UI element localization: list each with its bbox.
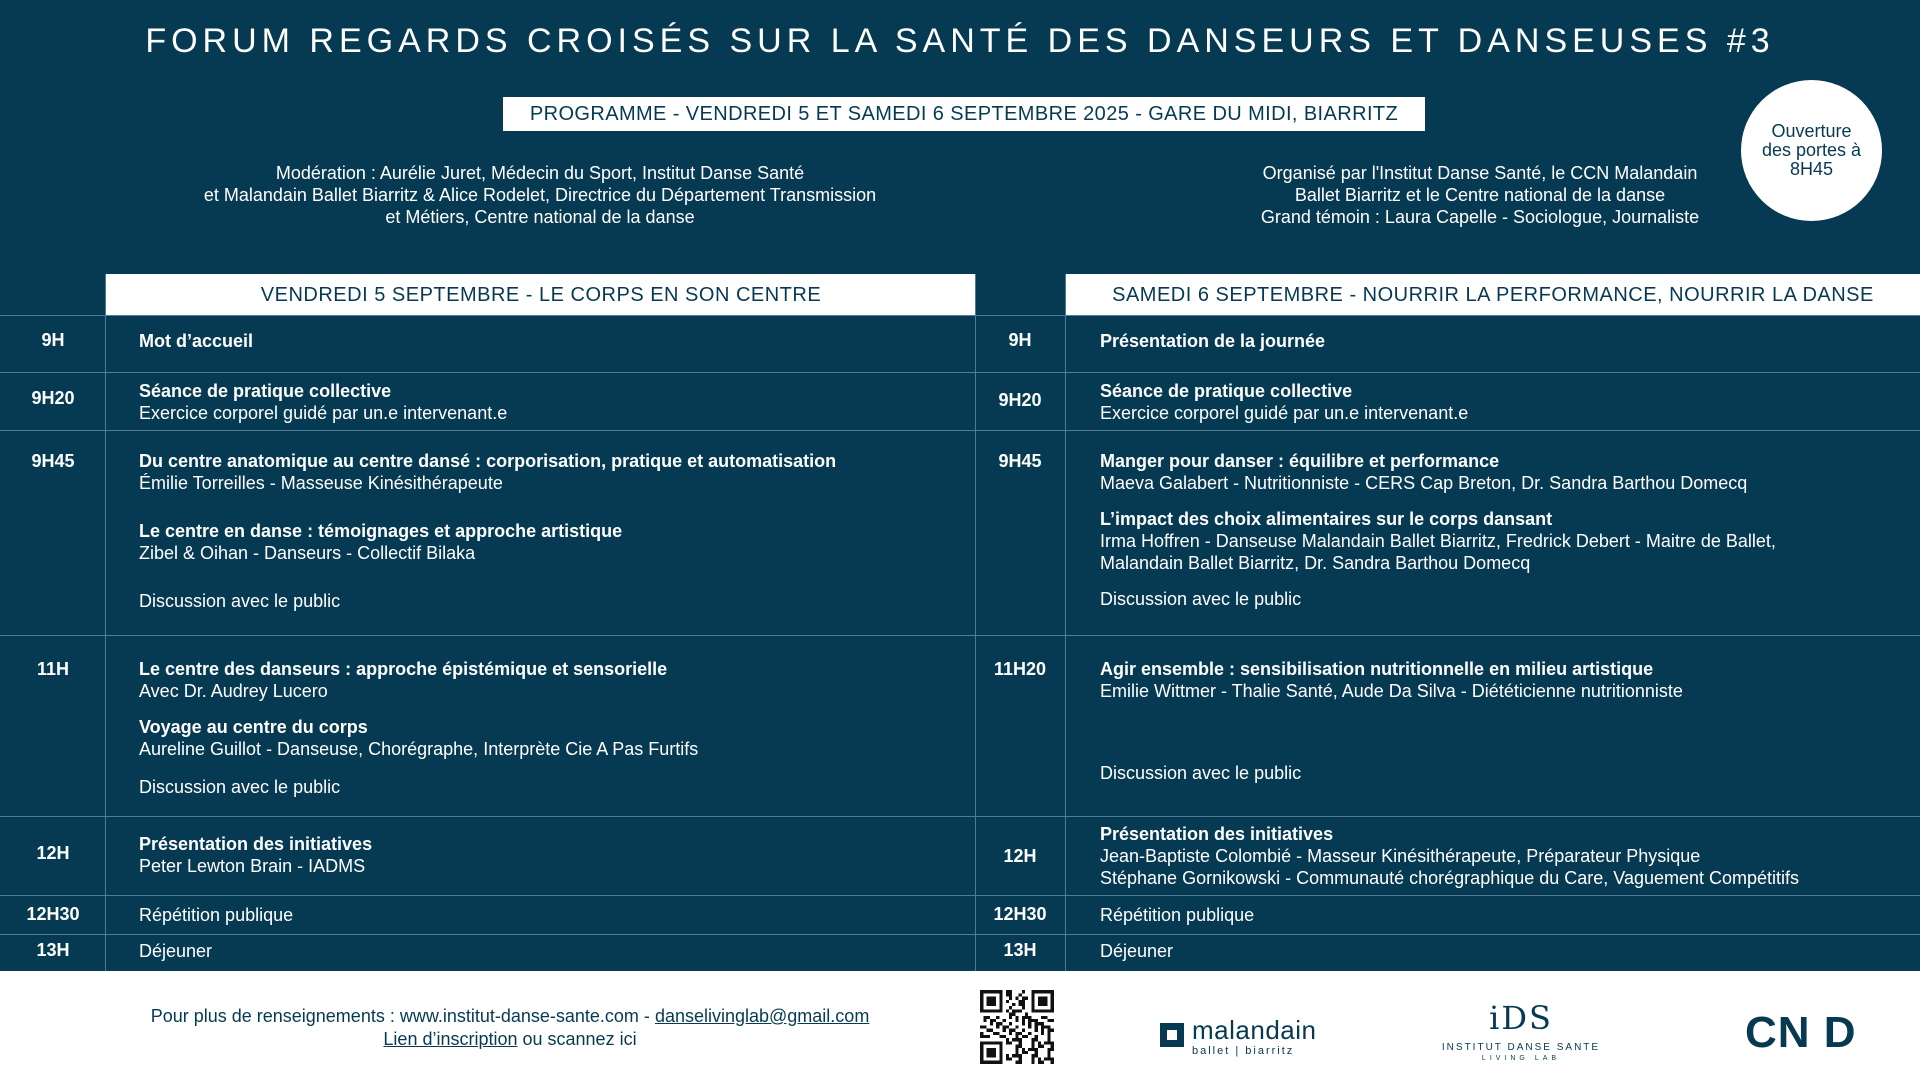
session-title: L’impact des choix alimentaires sur le corps dansant bbox=[1100, 509, 1553, 529]
discussion-note: Discussion avec le public bbox=[1100, 763, 1302, 783]
time-label: 12H30 bbox=[993, 904, 1047, 924]
session-title: Séance de pratique collective bbox=[139, 381, 392, 401]
time-label: 9H20 bbox=[31, 388, 75, 408]
time-label: 11H20 bbox=[993, 659, 1047, 679]
qr-code[interactable] bbox=[977, 987, 1057, 1067]
spacer bbox=[139, 760, 959, 776]
email-link[interactable]: danselivinglab@gmail.com bbox=[654, 1006, 870, 1026]
ids-subtitle: INSTITUT DANSE SANTE bbox=[1441, 1042, 1601, 1053]
registration-link[interactable]: Lien d’inscription bbox=[383, 1029, 518, 1049]
session-cell bbox=[139, 330, 959, 352]
spacer bbox=[1100, 494, 1910, 508]
session-cell bbox=[139, 658, 959, 798]
row-divider bbox=[0, 635, 1920, 636]
session-text: Déjeuner bbox=[1100, 941, 1174, 961]
time-label: 9H bbox=[41, 330, 65, 350]
session-cell bbox=[1100, 940, 1910, 962]
session-title: Agir ensemble : sensibilisation nutritionnelle en milieu artistique bbox=[1100, 659, 1654, 679]
session-title: Séance de pratique collective bbox=[1100, 381, 1353, 401]
cnd-logo: CN D bbox=[1745, 1008, 1857, 1057]
session-cell bbox=[1100, 904, 1910, 926]
time-label: 12H bbox=[1003, 846, 1037, 866]
page-title: FORUM REGARDS CROISÉS SUR LA SANTÉ DES DANSEURS ET DANSEUSES #3 bbox=[145, 22, 1775, 60]
column-divider bbox=[105, 274, 106, 971]
friday-heading: VENDREDI 5 SEPTEMBRE - LE CORPS EN SON CENTRE bbox=[106, 274, 976, 316]
time-label: 9H20 bbox=[998, 390, 1042, 410]
session-title: Le centre en danse : témoignages et approche artistique bbox=[139, 521, 623, 541]
session-title: Manger pour danser : équilibre et performance bbox=[1100, 451, 1500, 471]
row-divider bbox=[0, 934, 1920, 935]
row-divider bbox=[0, 372, 1920, 373]
time-label: 9H bbox=[1008, 330, 1032, 350]
session-cell bbox=[139, 450, 959, 612]
session-cell bbox=[1100, 330, 1910, 352]
row-divider bbox=[0, 430, 1920, 431]
session-speakers: Zibel & Oihan - Danseurs - Collectif Bilaka bbox=[139, 543, 476, 563]
time-label: 13H bbox=[1003, 940, 1037, 960]
session-speakers: Exercice corporel guidé par un.e intervenant.e bbox=[139, 403, 508, 423]
session-title: Présentation des initiatives bbox=[1100, 824, 1334, 844]
session-speakers: Stéphane Gornikowski - Communauté chorégraphique du Care, Vaguement Compétitifs bbox=[1100, 868, 1800, 888]
session-cell bbox=[1100, 380, 1910, 424]
row-divider bbox=[0, 895, 1920, 896]
time-label: 12H bbox=[36, 843, 70, 863]
moderation-text: Modération : Aurélie Juret, Médecin du Sport, Institut Danse Santé et Malandain Ballet Biarritz & Alice Rodelet, Directrice du Département Transmission et Métiers, Centre national de la danse bbox=[203, 163, 877, 227]
malandain-logo bbox=[1160, 1015, 1335, 1055]
time-label: 9H45 bbox=[998, 451, 1042, 471]
session-title: Du centre anatomique au centre dansé : corporisation, pratique et automatisation bbox=[139, 451, 837, 471]
discussion-note: Discussion avec le public bbox=[1100, 589, 1302, 609]
session-cell bbox=[139, 940, 959, 962]
discussion-note: Discussion avec le public bbox=[139, 777, 341, 797]
malandain-wordmark: malandain bbox=[1192, 1015, 1317, 1045]
spacer bbox=[1100, 702, 1910, 762]
spacer bbox=[139, 494, 959, 520]
footer-info-text: Pour plus de renseignements : www.institut-danse-sante.com - bbox=[150, 1006, 655, 1026]
session-title: Présentation des initiatives bbox=[139, 834, 373, 854]
saturday-heading: SAMEDI 6 SEPTEMBRE - NOURRIR LA PERFORMANCE, NOURRIR LA DANSE bbox=[1066, 274, 1920, 316]
session-speakers: Aureline Guillot - Danseuse, Chorégraphe, Interprète Cie A Pas Furtifs bbox=[139, 739, 699, 759]
session-cell bbox=[139, 904, 959, 926]
session-cell bbox=[1100, 658, 1910, 784]
spacer bbox=[139, 564, 959, 590]
spacer bbox=[1100, 574, 1910, 588]
discussion-note: Discussion avec le public bbox=[139, 591, 341, 611]
time-label: 9H45 bbox=[31, 451, 75, 471]
programme-banner: PROGRAMME - VENDREDI 5 ET SAMEDI 6 SEPTEMBRE 2025 - GARE DU MIDI, BIARRITZ bbox=[503, 97, 1425, 131]
session-text: Déjeuner bbox=[139, 941, 213, 961]
scan-text: ou scannez ici bbox=[517, 1029, 637, 1049]
session-title: Mot d’accueil bbox=[139, 331, 254, 351]
time-label: 12H30 bbox=[26, 904, 80, 924]
doors-opening-badge: Ouverture des portes à 8H45 bbox=[1741, 80, 1882, 221]
ids-logo bbox=[1428, 1000, 1614, 1070]
row-divider bbox=[0, 816, 1920, 817]
session-title: Voyage au centre du corps bbox=[139, 717, 368, 737]
ids-wordmark: iDS bbox=[1489, 999, 1553, 1037]
session-speakers: Emilie Wittmer - Thalie Santé, Aude Da Silva - Diététicienne nutritionniste bbox=[1100, 681, 1683, 701]
session-speakers: Exercice corporel guidé par un.e intervenant.e bbox=[1100, 403, 1469, 423]
session-text: Répétition publique bbox=[139, 905, 294, 925]
session-speakers: Malandain Ballet Biarritz, Dr. Sandra Barthou Domecq bbox=[1100, 553, 1531, 573]
time-label: 11H bbox=[36, 659, 70, 679]
session-speakers: Émilie Torreilles - Masseuse Kinésithérapeute bbox=[139, 473, 503, 493]
row-divider bbox=[0, 315, 1920, 316]
session-cell bbox=[1100, 450, 1910, 610]
session-cell bbox=[139, 833, 959, 877]
footer-info bbox=[60, 1005, 960, 1051]
session-speakers: Maeva Galabert - Nutritionniste - CERS Cap Breton, Dr. Sandra Barthou Domecq bbox=[1100, 473, 1748, 493]
organisation-text: Organisé par l'Institut Danse Santé, le CCN Malandain Ballet Biarritz et le Centre national de la danse Grand témoin : Laura Capelle - Sociologue, Journaliste bbox=[1260, 163, 1700, 227]
time-label: 13H bbox=[36, 940, 70, 960]
session-title: Le centre des danseurs : approche épistémique et sensorielle bbox=[139, 659, 668, 679]
session-speakers: Jean-Baptiste Colombié - Masseur Kinésithérapeute, Préparateur Physique bbox=[1100, 846, 1701, 866]
session-text: Répétition publique bbox=[1100, 905, 1255, 925]
ids-subtitle-2: LIVING LAB bbox=[1481, 1055, 1561, 1062]
spacer bbox=[139, 702, 959, 716]
malandain-subtitle: ballet | biarritz bbox=[1192, 1045, 1295, 1057]
session-cell bbox=[1100, 823, 1910, 889]
malandain-mark-icon bbox=[1160, 1023, 1184, 1047]
session-speakers: Avec Dr. Audrey Lucero bbox=[139, 681, 328, 701]
session-speakers: Peter Lewton Brain - IADMS bbox=[139, 856, 366, 876]
session-speakers: Irma Hoffren - Danseuse Malandain Ballet Biarritz, Fredrick Debert - Maitre de Ballet, bbox=[1100, 531, 1776, 551]
session-cell bbox=[139, 380, 959, 424]
session-title: Présentation de la journée bbox=[1100, 331, 1326, 351]
